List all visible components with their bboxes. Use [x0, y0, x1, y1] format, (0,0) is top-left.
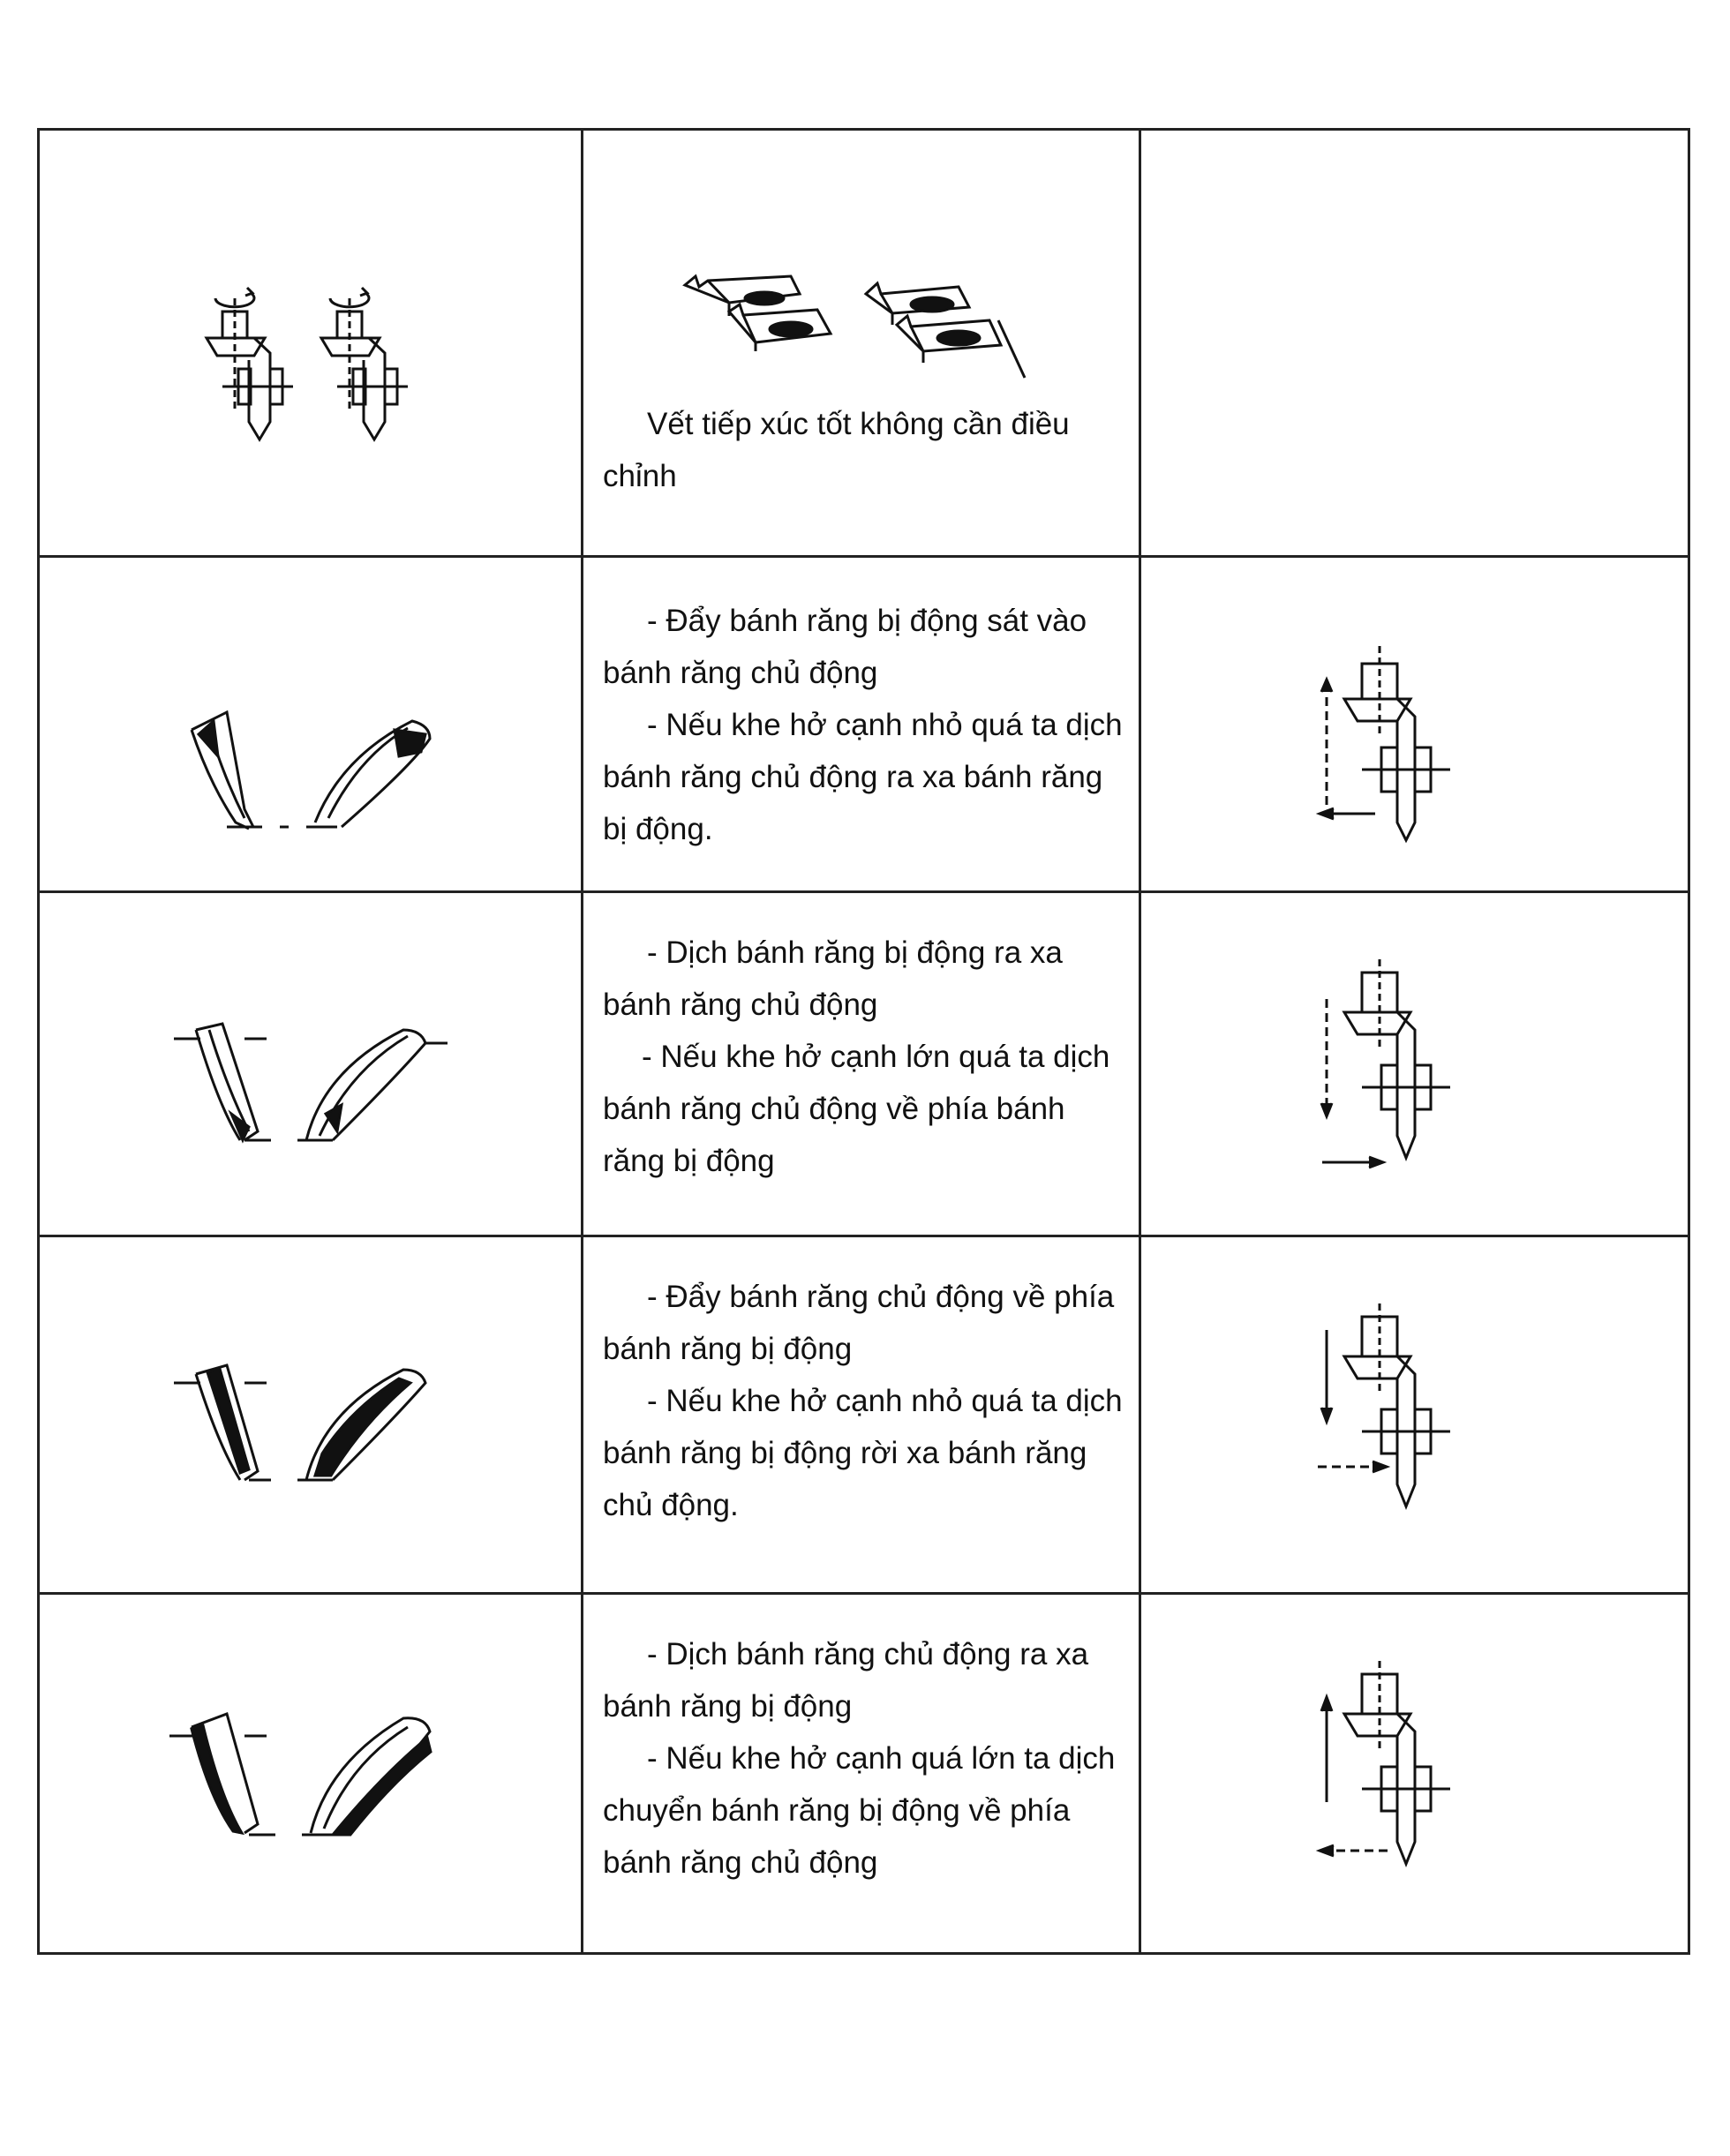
flank-contact-figure: [174, 1356, 448, 1489]
adjustment-cell: [1140, 892, 1689, 1236]
table-row: [39, 130, 1689, 557]
description-cell: [583, 892, 1140, 1236]
table-row: [39, 1236, 1689, 1594]
table-row: [39, 557, 1689, 892]
description-cell: [583, 557, 1140, 892]
adjustment-cell: [1140, 1594, 1689, 1954]
adjustment-diagram-icon: [1309, 646, 1521, 849]
caption-text: Vết tiếp xúc tốt không cần điều chỉnh: [603, 407, 1070, 493]
table-row: [39, 1594, 1689, 1954]
adjustment-diagram-icon: [1309, 959, 1521, 1171]
adjustment-diagram-icon: [1309, 1303, 1521, 1515]
contact-pattern-cell: [39, 130, 583, 557]
contact-pattern-cell: [39, 892, 583, 1236]
contact-pattern-cell: [39, 557, 583, 892]
gear-pair-rotation-figure: [196, 281, 425, 457]
contact-pattern-cell: [39, 1236, 583, 1594]
good-contact-teeth-figure: [676, 267, 1047, 382]
instruction-text: - Nếu khe hở cạnh quá lớn ta dịch chuyển bánh răng bị động về phía bánh răng chủ động: [603, 1741, 1116, 1880]
gear-pair-left: [207, 288, 293, 439]
instruction-text: - Đẩy bánh răng bị động sát vào bánh răng chủ động: [603, 604, 1087, 690]
adjustment-cell: [1140, 557, 1689, 892]
instruction-text: - Nếu khe hở cạnh nhỏ quá ta dịch bánh răng chủ động ra xa bánh răng bị động.: [603, 708, 1123, 846]
description-cell: [583, 130, 1140, 557]
instruction-text: - Nếu khe hở cạnh lớn quá ta dịch bánh răng chủ động về phía bánh răng bị động: [603, 1040, 1110, 1178]
adjustment-cell: [1140, 1236, 1689, 1594]
good-contact-caption: [583, 398, 1139, 502]
instruction-text: - Dịch bánh răng chủ động ra xa bánh răng bị động: [603, 1637, 1089, 1724]
gear-adjustment-table: [37, 128, 1690, 1955]
table-row: [39, 892, 1689, 1236]
instruction-text: - Đẩy bánh răng chủ động về phía bánh răng bị động: [603, 1280, 1115, 1366]
adjustment-cell-empty: [1140, 130, 1689, 557]
gear-pair-right: [321, 288, 408, 439]
description-cell: [583, 1594, 1140, 1954]
instruction-text: - Nếu khe hở cạnh nhỏ quá ta dịch bánh răng bị động rời xa bánh răng chủ động.: [603, 1384, 1123, 1522]
description-cell: [583, 1236, 1140, 1594]
contact-pattern-cell: [39, 1594, 583, 1954]
heel-contact-figure: [174, 1017, 448, 1149]
instruction-text: - Dịch bánh răng bị động ra xa bánh răng chủ động: [603, 935, 1063, 1022]
face-contact-figure: [169, 1701, 452, 1842]
adjustment-diagram-icon: [1309, 1661, 1521, 1873]
toe-contact-figure: [183, 703, 439, 836]
